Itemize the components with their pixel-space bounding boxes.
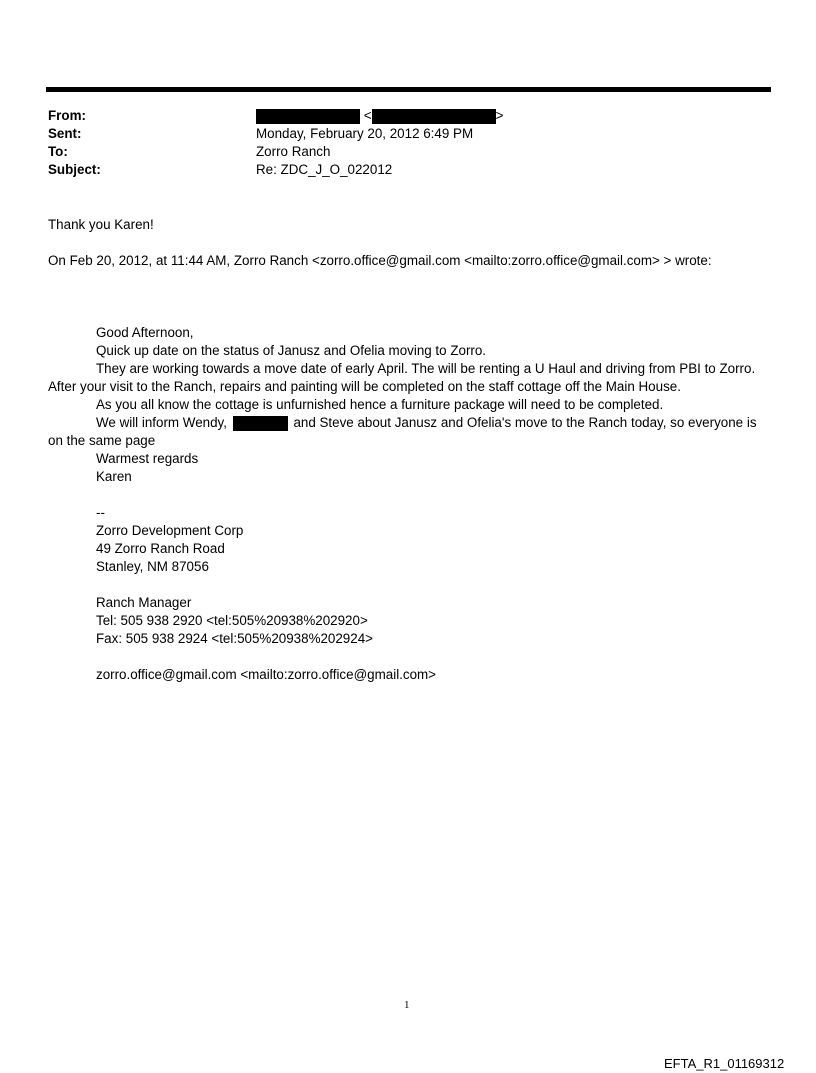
email-header: [48, 107, 768, 179]
bates-number: EFTA_R1_01169312: [664, 1056, 785, 1071]
to-row: [48, 143, 768, 161]
body-line-4b: on the same page: [48, 433, 156, 448]
body-line-2b: After your visit to the Ranch, repairs and painting will be completed on the staff cottage off the Main House.: [48, 379, 681, 394]
subject-value: Re: ZDC_J_O_022012: [256, 162, 393, 177]
signature-address-1: 49 Zorro Ranch Road: [96, 541, 225, 556]
subject-row: [48, 161, 768, 179]
body-line-4a-pre: We will inform Wendy,: [96, 415, 227, 430]
reply-text: Thank you Karen!: [48, 217, 154, 232]
quote-intro: On Feb 20, 2012, at 11:44 AM, Zorro Ranch <zorro.office@gmail.com <mailto:zorro.office@gmail.com> > wrote:: [48, 253, 712, 268]
header-rule: [46, 87, 771, 92]
signature-separator: --: [96, 505, 105, 520]
redaction-block: [372, 109, 496, 124]
redaction-block: [256, 109, 360, 124]
sent-label: Sent:: [48, 126, 82, 141]
signature-address-2: Stanley, NM 87056: [96, 559, 209, 574]
sent-row: [48, 125, 768, 143]
from-row: [48, 107, 768, 125]
body-line-2a: They are working towards a move date of early April. The will be renting a U Haul and driving from PBI to Zorro.: [96, 361, 756, 376]
from-label: From:: [48, 108, 86, 123]
to-label: To:: [48, 144, 68, 159]
greeting: Good Afternoon,: [96, 325, 194, 340]
from-lt: <: [363, 108, 372, 123]
signature-email: zorro.office@gmail.com <mailto:zorro.office@gmail.com>: [96, 667, 437, 682]
closing-line-1: Warmest regards: [96, 451, 199, 466]
closing-line-2: Karen: [96, 469, 132, 484]
from-gt: >: [495, 108, 504, 123]
signature-company: Zorro Development Corp: [96, 523, 244, 538]
body-line-4a: [96, 414, 757, 432]
signature-title: Ranch Manager: [96, 595, 192, 610]
sent-value: Monday, February 20, 2012 6:49 PM: [256, 126, 474, 141]
body-line-1: Quick up date on the status of Janusz and Ofelia moving to Zorro.: [96, 343, 487, 358]
from-value: [256, 107, 503, 125]
signature-fax: Fax: 505 938 2924 <tel:505%20938%202924>: [96, 631, 373, 646]
page-number: 1: [404, 999, 410, 1011]
redaction-block: [233, 416, 288, 431]
body-line-4a-post: and Steve about Janusz and Ofelia's move to the Ranch today, so everyone is: [293, 415, 757, 430]
to-value: Zorro Ranch: [256, 144, 331, 159]
subject-label: Subject:: [48, 162, 101, 177]
body-line-3: As you all know the cottage is unfurnished hence a furniture package will need to be completed.: [96, 397, 664, 412]
signature-tel: Tel: 505 938 2920 <tel:505%20938%202920>: [96, 613, 368, 628]
